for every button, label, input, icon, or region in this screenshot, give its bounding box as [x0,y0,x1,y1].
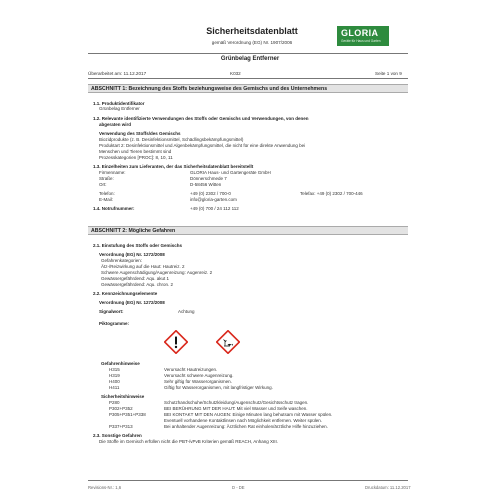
supplier-value: D-58456 Witten [190,182,222,187]
hazard-code: H319 [109,373,120,378]
s23-text: Die Stoffe im Gemisch erfüllen nicht die PBT-/vPvB Kriterien gemäß REACH, Anhang XIII. [99,439,278,444]
supplier-value: GLORIA Haus- und Gartengeräte GmbH [190,170,271,175]
footer-rule [88,480,408,481]
precaution-text: Eventuell vorhandene Kontaktlinsen nach Möglichkeit entfernen. Weiter spülen. [164,418,323,423]
hazard-statements-heading: Gefahrenhinweise [101,361,140,366]
s12-use-heading: Verwendung des Stoffs/des Gemischs [99,131,181,136]
supplier-label: Firmenname: [99,170,126,175]
s21-regulation: Verordnung (EG) Nr. 1272/2008 [99,252,165,257]
s13-heading: 1.3. Einzelheiten zum Lieferanten, der das Sicherheitsdatenblatt bereitstellt [93,164,254,169]
precaution-code: P305+P351+P338 [109,412,146,417]
s11-value: Grünbelag Entferner [99,106,140,111]
s22-heading: 2.2. Kennzeichnungselemente [93,291,158,296]
precautionary-statements-heading: Sicherheitshinweise [101,394,145,399]
supplier-value: +49 (0) 2302 / 700-0 [190,191,231,196]
precaution-text: BEI BERÜHRUNG MIT DER HAUT: Mit viel Wasser und Seife waschen. [164,406,308,411]
precaution-code: P302+P352 [109,406,133,411]
s12-heading-line1: 1.2. Relevante identifizierte Verwendungen des Stoffs oder Gemischs und Verwendungen, von denen [93,116,309,121]
exclamation-mark-pictogram-icon [164,330,188,354]
signal-word-value: Achtung [178,309,195,314]
hazard-code: H411 [109,385,120,390]
s23-heading: 2.3. Sonstige Gefahren [93,433,142,438]
s12-line: Biozidprodukte (z. B. Desinfektionsmittel, Schädlingsbekämpfungsmittel) [99,137,244,142]
gloria-logo [337,26,389,46]
product-code: K032 [230,71,241,76]
supplier-value: Dönnerschmede 7 [190,176,227,181]
hazard-text: Sehr giftig für Wasserorganismen. [164,379,232,384]
language-code: D - DE [232,485,245,490]
page-number: Seite 1 von 9 [375,71,402,76]
hazard-text: Verursacht Hautreizungen. [164,367,218,372]
logo-wordmark: GLORIA [341,28,379,38]
hazard-code: H315 [109,367,120,372]
hazard-code: H400 [109,379,120,384]
classification-line: Ätz-/Reizwirkung auf die Haut: Hautreiz. 2 [101,264,185,269]
section-1-header: ABSCHNITT 1: Bezeichnung des Stoffs beziehungsweise des Gemischs und des Unternehmens [88,84,408,93]
signal-word-label: Signalwort: [99,309,124,314]
hazard-text: Giftig für Wasserorganismen, mit langfristiger Wirkung. [164,385,273,390]
classification-line: Schwere Augenschädigung/Augenreizung: Augenreiz. 2 [101,270,213,275]
document-title: Sicherheitsdatenblatt [206,26,298,36]
header-rule-top [88,53,408,54]
supplier-label: E-Mail: [99,197,114,202]
pictograms-label: Piktogramme: [99,321,130,326]
classification-line: Gefahrenkategorien: [101,258,143,263]
precaution-text: Schutzhandschuhe/Schutzkleidung/Augenschutz/Gesichtsschutz tragen. [164,400,309,405]
product-name: Grünbelag Entferner [220,56,280,62]
precaution-code: P337+P313 [109,424,133,429]
supplier-label: Telefon: [99,191,115,196]
regulation-reference: gemäß Verordnung (EG) Nr. 1907/2006 [211,40,293,45]
supplier-email: info@gloria-garten.com [190,197,237,202]
s12-heading-line2: abgeraten wird [99,122,132,127]
supplier-fax: Telefax: +49 (0) 2302 / 700-446 [300,191,363,196]
s12-line: Menschen und Tieren bestimmt sind [99,149,172,154]
precaution-text: Bei anhaltender Augenreizung: Ärztlichen Rat einholen/ärztliche Hilfe hinzuziehen. [164,424,328,429]
s12-line: Produktart 2: Desinfektionsmittel und Algenbekämpfungsmittel, die nicht für eine direkte Anwendung bei [99,143,306,148]
s21-heading: 2.1. Einstufung des Stoffs oder Gemischs [93,243,183,248]
revision-number: Revisions-Nr.: 1,6 [88,485,122,490]
precaution-text: BEI KONTAKT MIT DEN AUGEN: Einige Minuten lang behutsam mit Wasser spülen. [164,412,333,417]
classification-line: Gewässergefährdend: Aqu. chron. 2 [101,282,174,287]
hazard-text: Verursacht schwere Augenreizung. [164,373,234,378]
s11-heading: 1.1. Produktidentifikator [93,101,145,106]
classification-line: Gewässergefährdend: Aqu. akut 1 [101,276,170,281]
revised-date: Überarbeitet am: 11.12.2017 [88,71,147,76]
supplier-label: Ort: [99,182,107,187]
section-2-header: ABSCHNITT 2: Mögliche Gefahren [88,226,408,235]
precaution-code: P280 [109,400,120,405]
environment-pictogram-icon [216,330,240,354]
s12-line: Prozesskategorien [PROC]: 8, 10, 11 [99,155,173,160]
emergency-number: +49 (0) 700 / 24 112 112 [190,206,239,211]
logo-tagline: Geräte für Haus und Garten [341,39,381,43]
print-date: Druckdatum: 11.12.2017 [365,485,411,490]
s14-heading: 1.4. Notrufnummer: [93,206,135,211]
header-rule-bottom [88,78,408,79]
s22-regulation: Verordnung (EG) Nr. 1272/2008 [99,300,165,305]
supplier-label: Straße: [99,176,114,181]
